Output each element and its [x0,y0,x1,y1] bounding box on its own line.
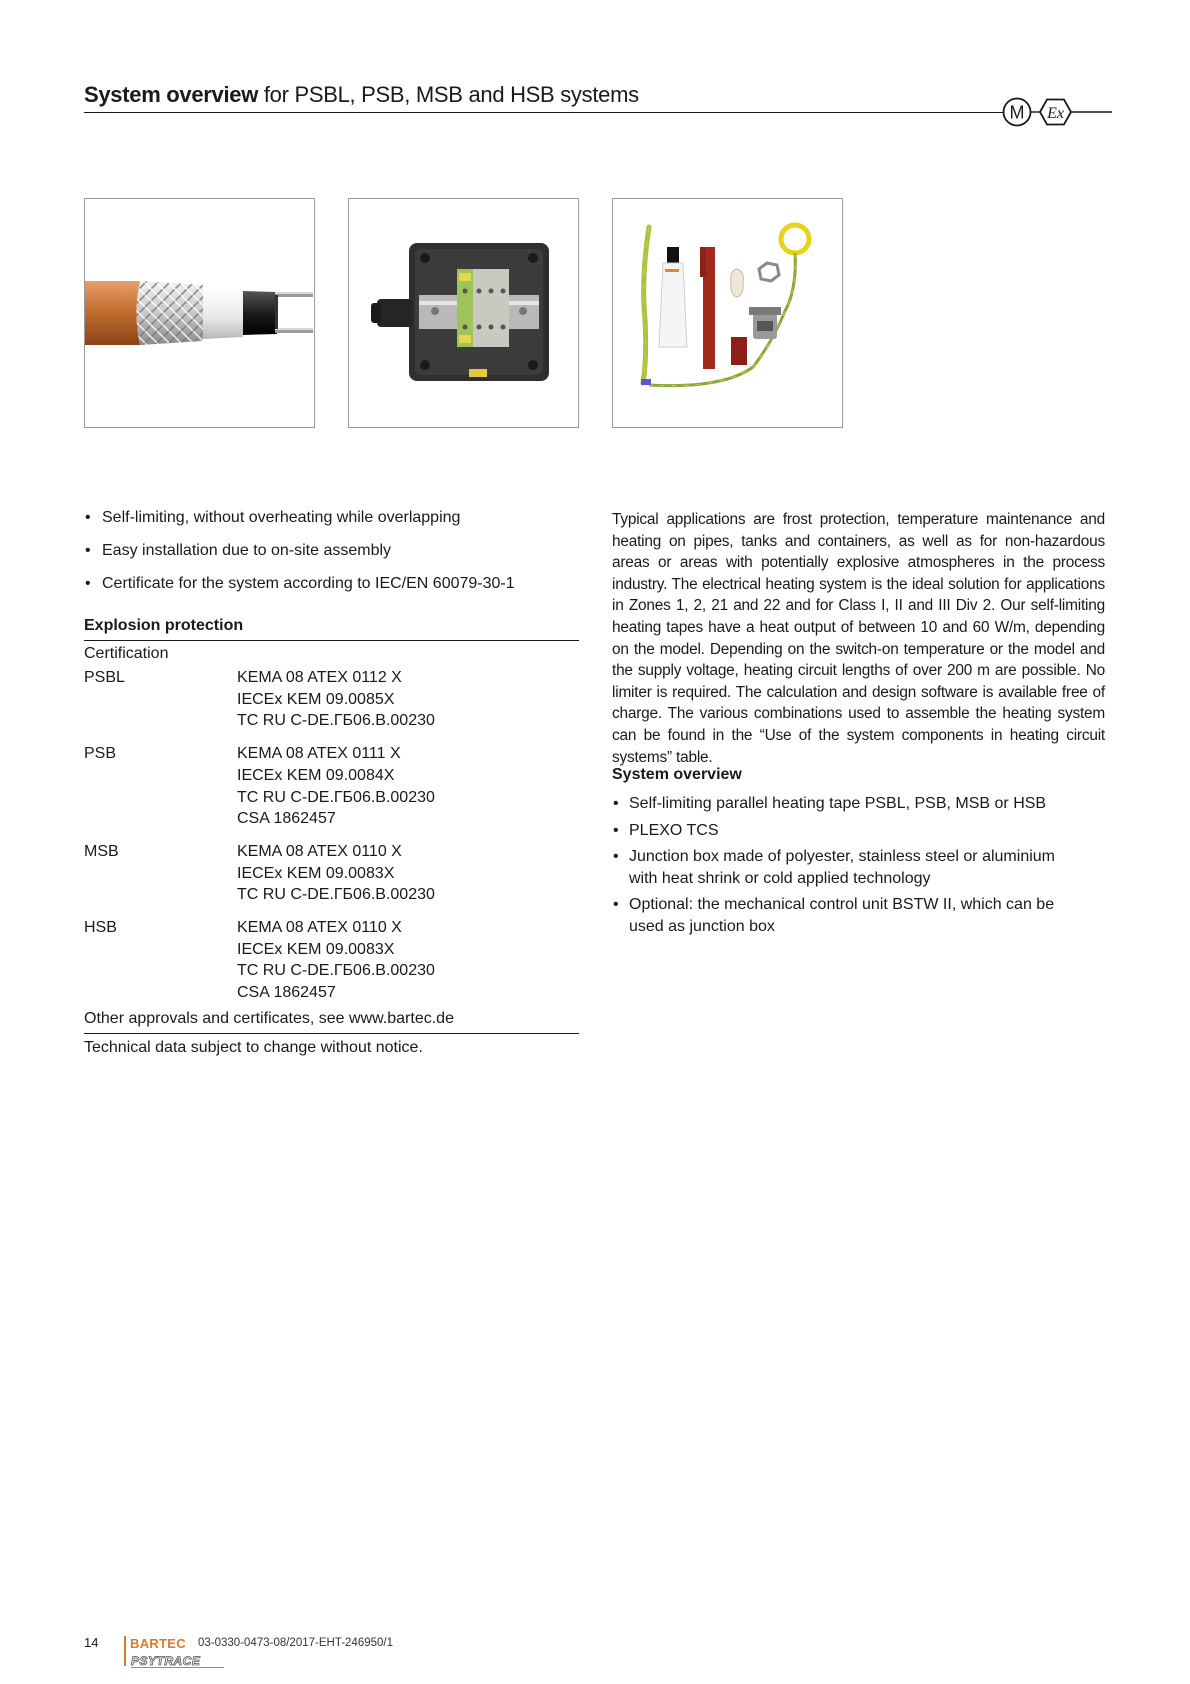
psytrace-logo [130,1653,226,1669]
cert-values [237,917,435,1004]
cert-row-psbl [84,667,579,732]
system-overview-item: • PLEXO TCS [612,820,1082,842]
svg-text:Ex: Ex [1047,105,1064,122]
feature-item: • Easy installation due to on-site assembly [84,541,584,561]
cert-line: KEMA 08 ATEX 0110 X [237,842,402,860]
cert-line: IECEx KEM 09.0085X [237,690,395,708]
cert-row-msb [84,841,579,906]
ex-hexagon-icon [1040,100,1071,125]
cert-line: KEMA 08 ATEX 0111 X [237,745,401,763]
cert-line: IECEx KEM 09.0083X [237,864,395,882]
system-overview-item: • Optional: the mechanical control unit BSTW II, which can be used as junction box [612,894,1082,937]
page-title [84,82,639,108]
section-divider [84,1033,579,1034]
cert-line: KEMA 08 ATEX 0112 X [237,669,402,686]
feature-item: • Certificate for the system according to IEC/EN 60079-30-1 [84,574,584,594]
feature-list [84,508,584,607]
cert-line: CSA 1862457 [237,984,336,1002]
cert-line: IECEx KEM 09.0083X [237,940,395,958]
page-number: 14 [84,1635,99,1650]
document-number: 03-0330-0473-08/2017-EHT-246950/1 [198,1637,394,1649]
system-overview-item: • Self-limiting parallel heating tape PSBL, PSB, MSB or HSB [612,793,1082,815]
certification-table [84,667,579,1015]
cert-system-name: HSB [84,919,117,937]
intro-paragraph: Typical applications are frost protection, temperature maintenance and heating on pipes, tanks and containers, as well as for non-hazardous areas or areas with potentially explosive atmospheres in the process industry. The electrical heating system is the ideal solution for applications in Zones 1, 2, 21 and 22 and for Class I, II and III Div 2. Our self-limiting heating tapes have a heat output of between 10 and 60 W/m, depending on the model. Depending on the switch-on temperature or the model and the supply voltage, heating circuit lengths of over 200 m are possible. No limiter is required. The calculation and design software is available free of charge. The various combinations used to assemble the heating system can be found in the “Use of the system components in heating circuit systems” table. [612,511,1105,766]
junction-box-photo [348,198,579,428]
cert-system-name: MSB [84,842,119,860]
svg-text:M: M [1009,102,1025,123]
page-title-bold: System overview [84,82,259,107]
certification-caption: Certification [84,645,169,662]
system-overview-item: • Junction box made of polyester, stainless steel or aluminium with heat shrink or cold applied technology [612,846,1082,889]
system-overview-heading: System overview [612,766,742,783]
header-rule [84,112,1004,113]
svg-text:PSYTRACE: PSYTRACE [131,1654,201,1668]
cert-line: CSA 1862457 [237,810,336,828]
cert-line: TC RU C-DE.ГБ06.B.00230 [237,788,435,806]
connection-kit-photo [612,198,843,428]
footer-accent-bar [124,1636,126,1666]
cert-line: KEMA 08 ATEX 0110 X [237,919,402,937]
section-divider [84,640,579,641]
page-footer [84,1634,484,1674]
explosion-protection-heading: Explosion protection [84,617,244,634]
cert-values [237,743,435,830]
cert-system-name: PSB [84,745,117,763]
mining-m-icon [1004,99,1031,126]
system-overview-list [612,793,1082,943]
approvals-note: Other approvals and certificates, see www.bartec.de [84,1010,454,1027]
page-title-rest: for PSBL, PSB, MSB and HSB systems [258,82,639,107]
cert-values [237,667,435,732]
feature-item: • Self-limiting, without overheating while overlapping [84,508,584,528]
change-notice: Technical data subject to change without notice. [84,1039,423,1056]
cert-system-name: PSBL [84,669,125,686]
heating-tape-photo [84,198,315,428]
cert-line: TC RU C-DE.ГБ06.B.00230 [237,712,435,730]
page-header [84,82,1104,122]
cert-row-hsb [84,917,579,1004]
cert-line: TC RU C-DE.ГБ06.B.00230 [237,962,435,980]
brand-name: BARTEC [130,1636,186,1651]
cert-row-psb [84,743,579,830]
cert-line: IECEx KEM 09.0084X [237,766,395,784]
cert-line: TC RU C-DE.ГБ06.B.00230 [237,886,435,904]
cert-values [237,841,435,906]
certification-marks [1002,96,1112,130]
